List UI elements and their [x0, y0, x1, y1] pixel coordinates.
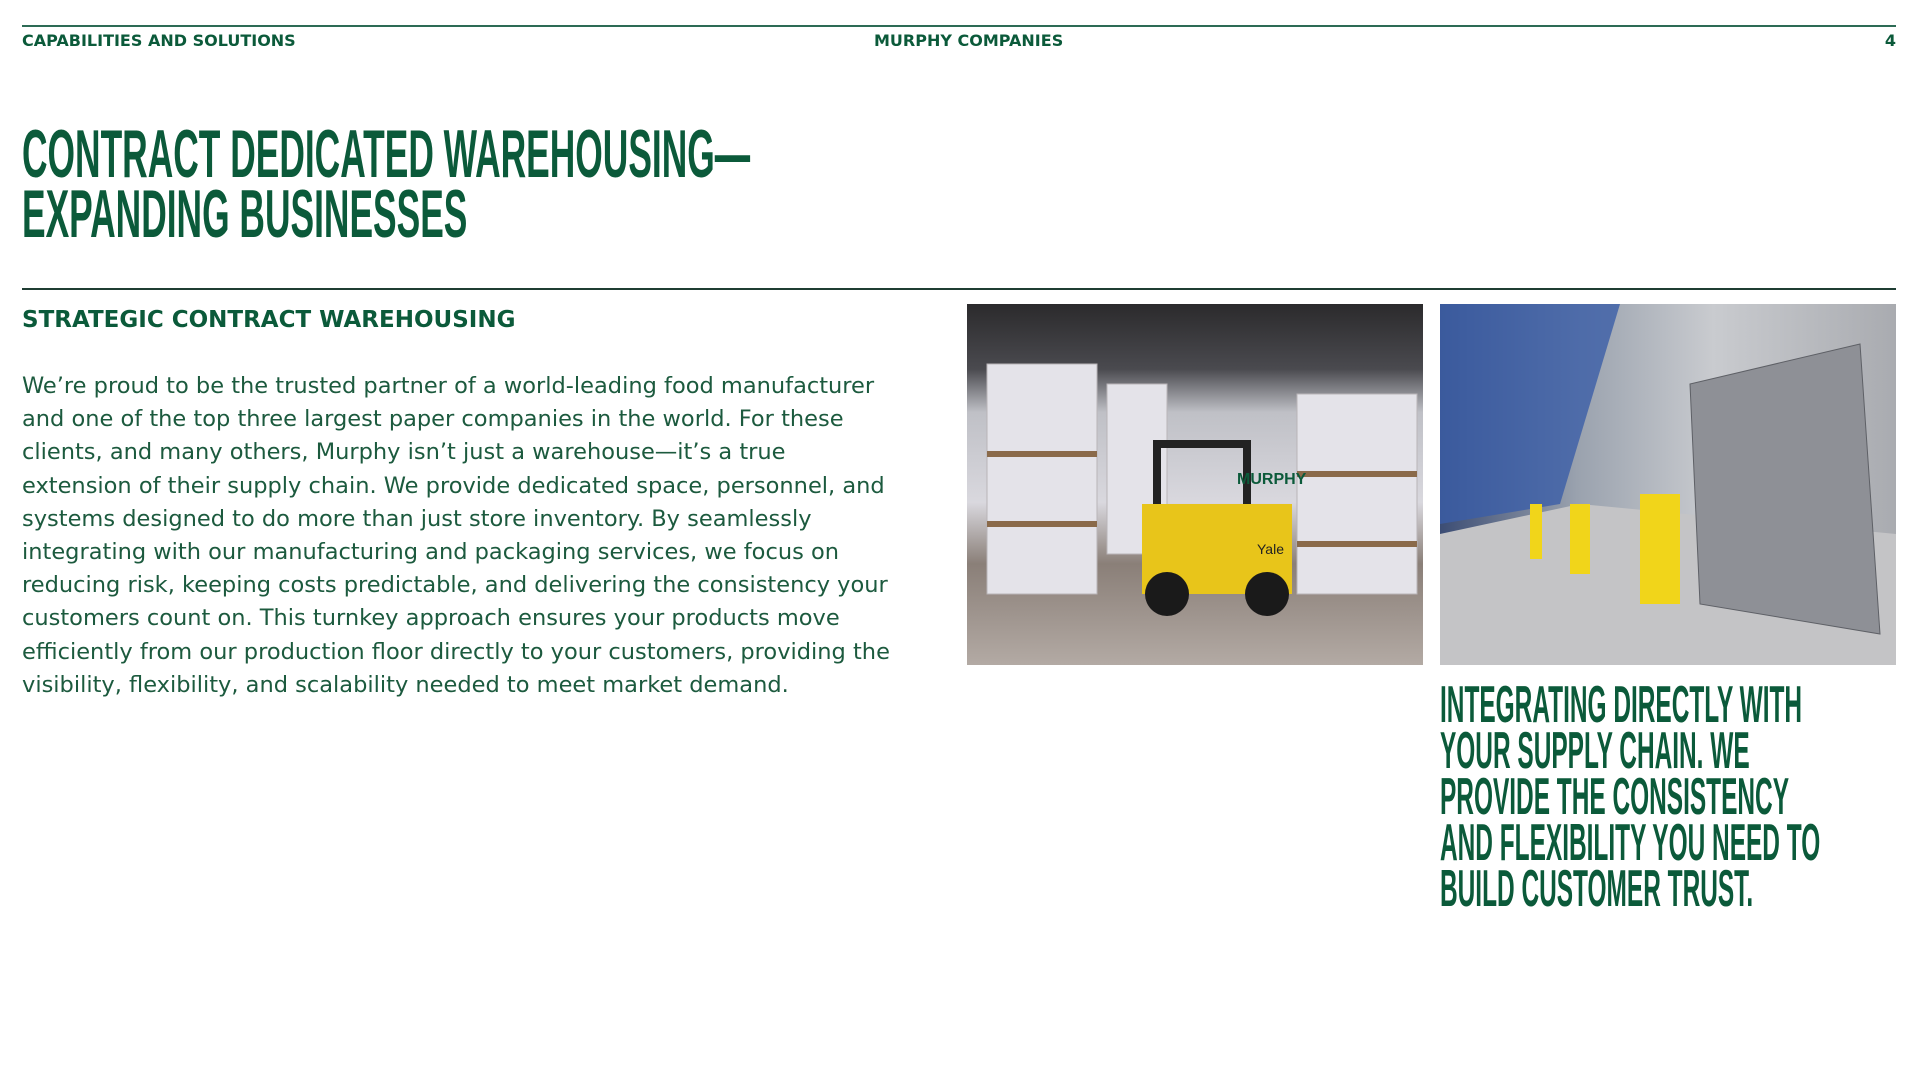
- section-heading: STRATEGIC CONTRACT WAREHOUSING: [22, 307, 516, 333]
- quote-line: INTEGRATING DIRECTLY WITH: [1440, 676, 1803, 734]
- page-number: 4: [1884, 31, 1896, 50]
- section-label: CAPABILITIES AND SOLUTIONS: [22, 31, 296, 50]
- page-title: [22, 116, 1422, 252]
- quote-line: AND FLEXIBILITY YOU NEED TO: [1440, 814, 1821, 872]
- loading-dock-photo: [1440, 304, 1896, 665]
- body-paragraph: We’re proud to be the trusted partner of a world-leading food manufacturer and one of the top three largest paper companies in the world. For these clients, and many others, Murphy isn’t just a warehouse—it’s a true extension of their supply chain. We provide dedicated space, personnel, and systems designed to do more than just store inventory. By seamlessly integrating with our manufacturing and packaging services, we focus on reducing risk, keeping costs predictable, and delivering the consistency your customers count on. This turnkey approach ensures your products move efficiently from our production floor directly to your customers, providing the visibility, flexibility, and scalability needed to meet market demand.: [22, 373, 890, 698]
- header-rule: [22, 25, 1896, 27]
- forklift-warehouse-photo: [967, 304, 1423, 665]
- title-line: EXPANDING BUSINESSES: [22, 176, 468, 252]
- quote-line: PROVIDE THE CONSISTENCY: [1440, 768, 1790, 826]
- forklift-logo-text: MURPHY: [1237, 471, 1307, 488]
- forklift-brand-text: Yale: [1257, 541, 1284, 557]
- title-line: CONTRACT DEDICATED WAREHOUSING—: [22, 116, 751, 192]
- quote-line: BUILD CUSTOMER TRUST.: [1440, 860, 1754, 918]
- quote-line: YOUR SUPPLY CHAIN. WE: [1440, 722, 1750, 780]
- pull-quote: [1440, 676, 1920, 918]
- company-label: MURPHY COMPANIES: [874, 31, 1064, 50]
- title-divider: [22, 288, 1896, 290]
